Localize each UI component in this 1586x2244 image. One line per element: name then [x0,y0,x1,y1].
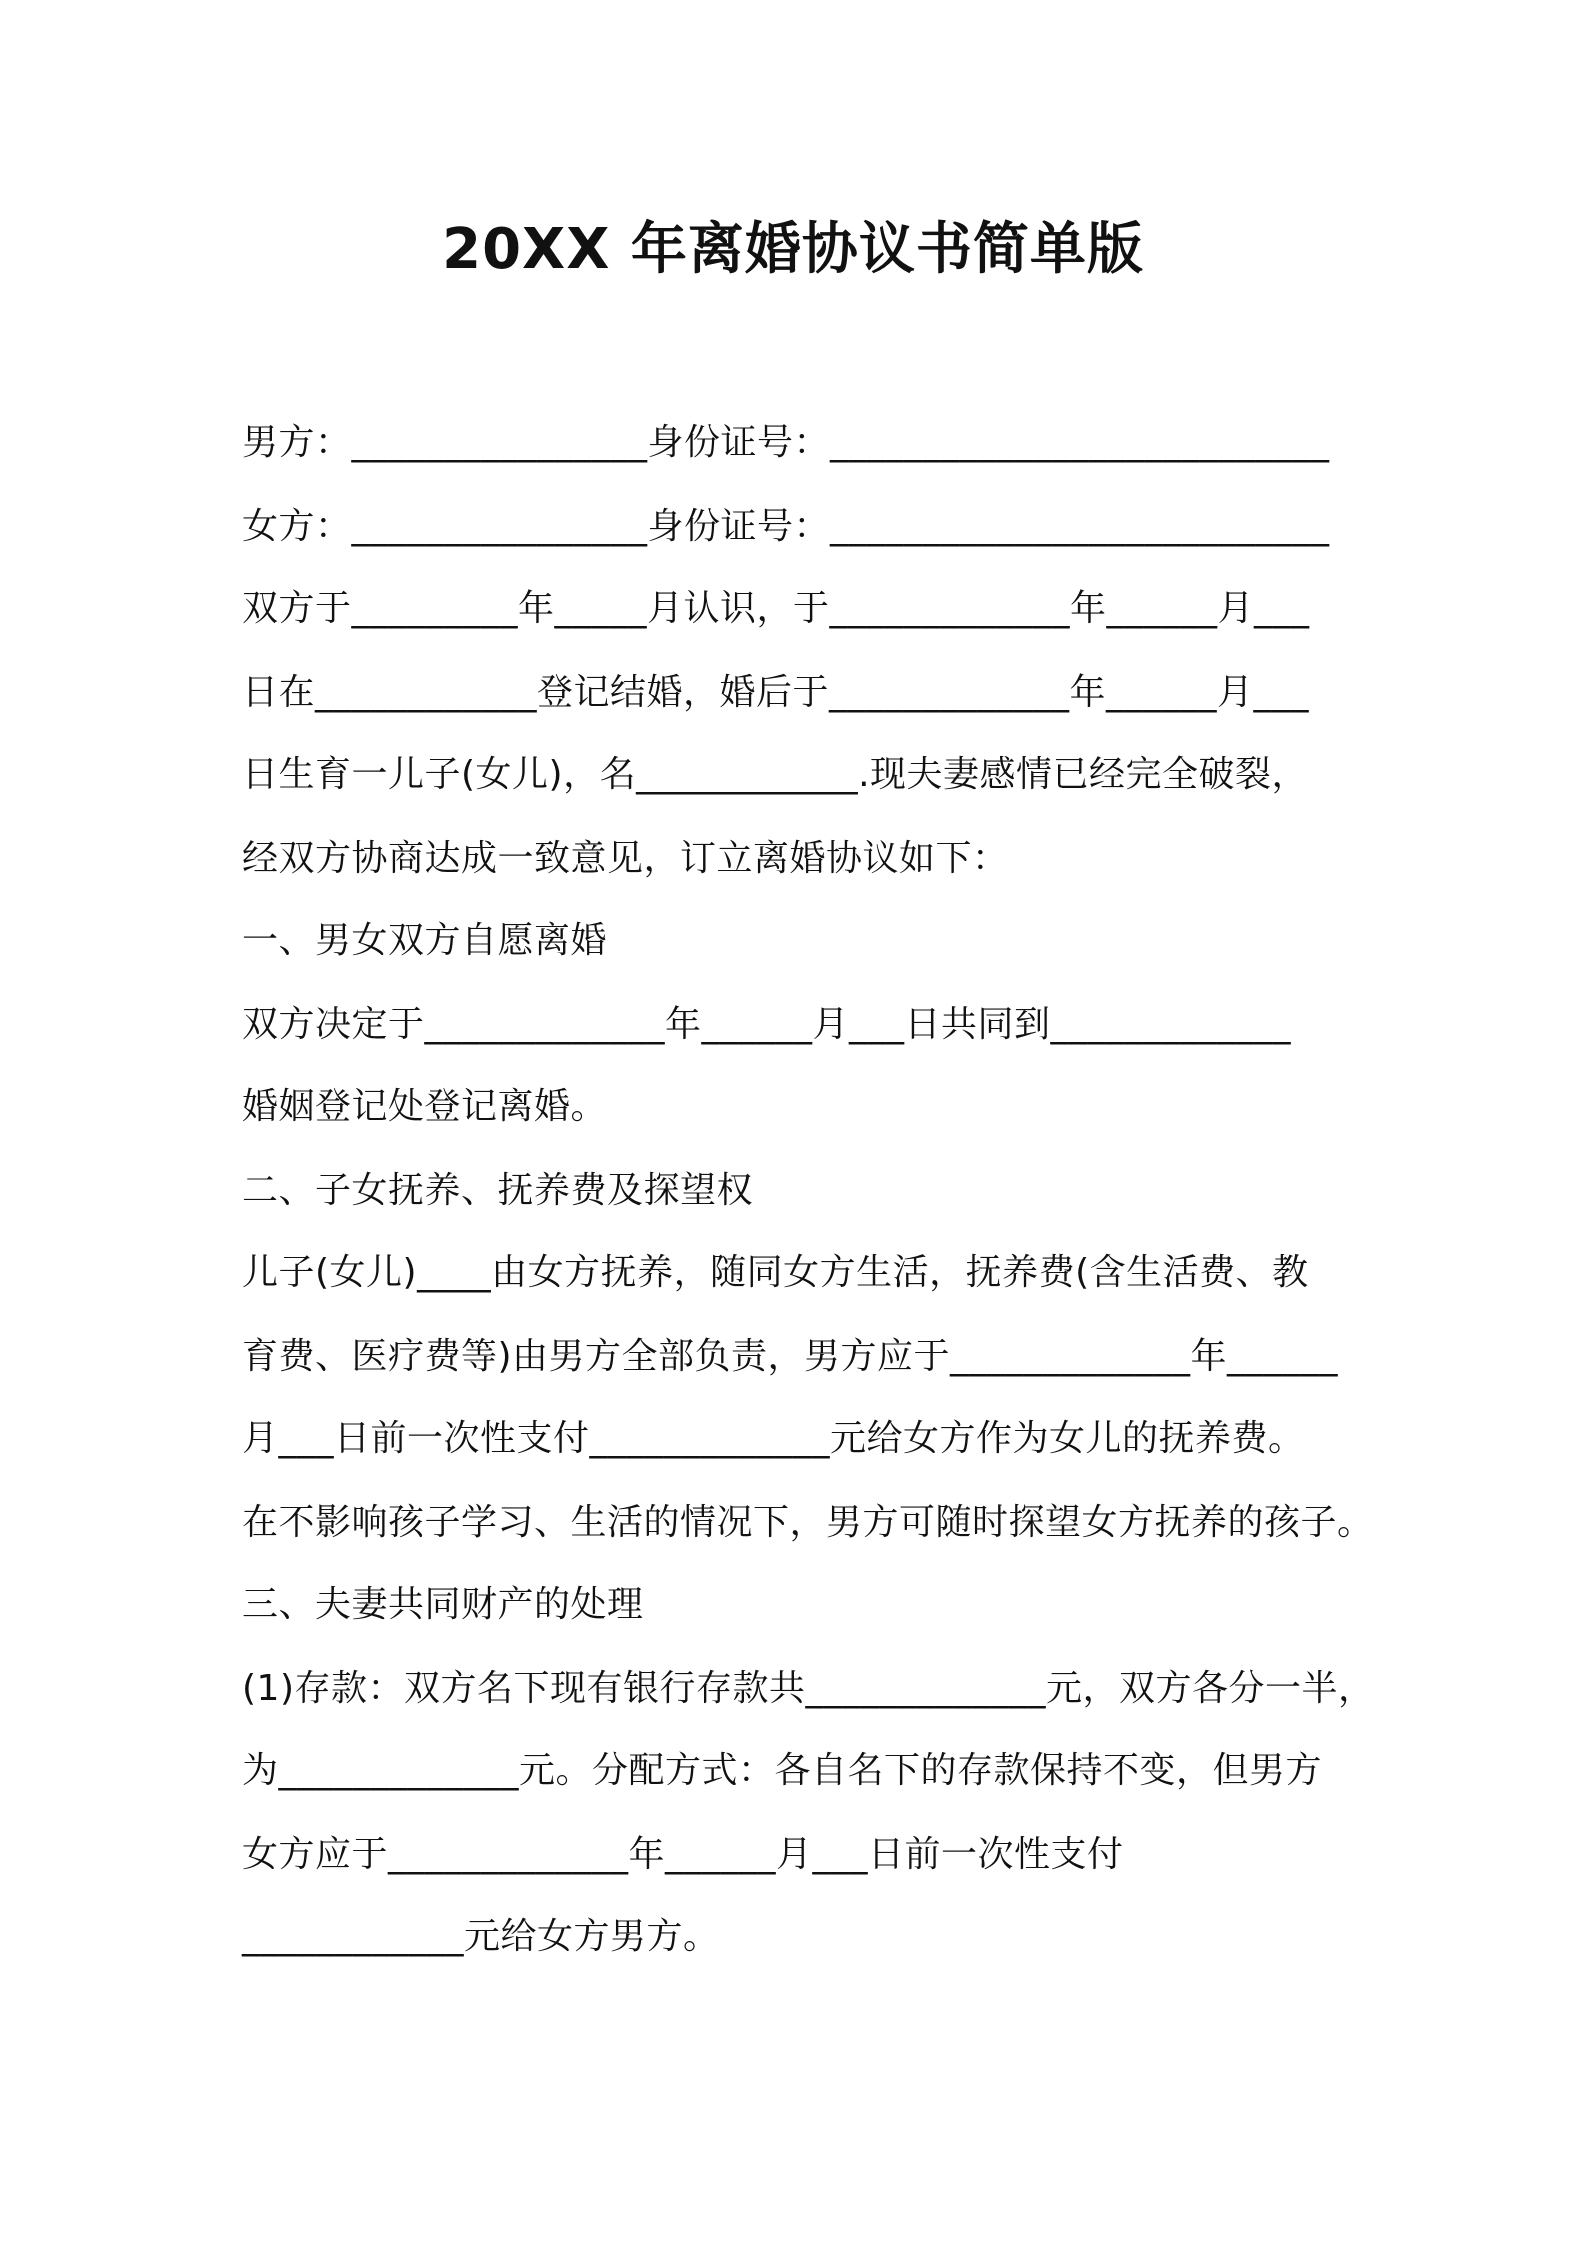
line-divorce-date: 双方决定于_____________年______月___日共同到_____________ [242,1004,1292,1045]
line-payment-date: 女方应于_____________年______月___日前一次性支付 [242,1834,1124,1875]
line-met-date: 双方于_________年_____月认识，于_____________年______月___ [242,588,1310,629]
section-heading-1: 一、男女双方自愿离婚 [242,920,608,961]
line-payment-amount: ____________元给女方男方。 [242,1916,720,1957]
line-wife-id: 女方：________________身份证号：___________________________ [242,506,1330,547]
line-marriage-registration: 日在____________登记结婚，婚后于_____________年______月___ [242,672,1310,713]
line-divorce-registration: 婚姻登记处登记离婚。 [242,1086,608,1127]
line-distribution-method: 为_____________元。分配方式：各自名下的存款保持不变，但男方 [242,1750,1323,1791]
line-custody: 儿子(女儿)____由女方抚养，随同女方生活，抚养费(含生活费、教 [242,1252,1309,1293]
line-deposits: (1)存款：双方名下现有银行存款共_____________元，双方各分一半， [242,1668,1375,1709]
document-title: 20XX 年离婚协议书简单版 [442,217,1144,282]
line-child-birth: 日生育一儿子(女儿)，名____________.现夫妻感情已经完全破裂， [242,754,1309,795]
line-agreement-intro: 经双方协商达成一致意见，订立离婚协议如下： [242,838,1009,879]
line-support-payment: 育费、医疗费等)由男方全部负责，男方应于_____________年______ [242,1336,1339,1377]
line-husband-id: 男方：________________身份证号：___________________________ [242,422,1330,463]
section-heading-3: 三、夫妻共同财产的处理 [242,1584,644,1625]
line-visitation: 在不影响孩子学习、生活的情况下，男方可随时探望女方抚养的孩子。 [242,1502,1374,1543]
section-heading-2: 二、子女抚养、抚养费及探望权 [242,1170,754,1211]
line-support-amount: 月___日前一次性支付_____________元给女方作为女儿的抚养费。 [242,1418,1305,1459]
